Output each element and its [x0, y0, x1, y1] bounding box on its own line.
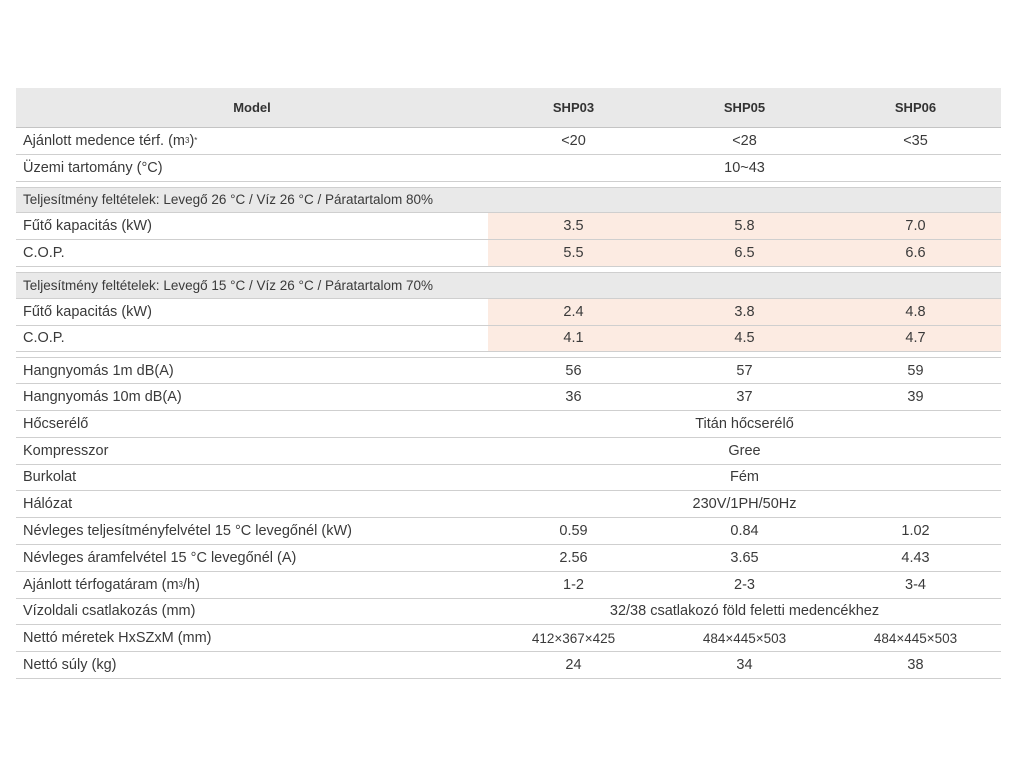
table-cell: 484×445×503 — [702, 630, 787, 646]
table-cell: 57 — [736, 362, 753, 379]
table-cell: 7.0 — [830, 213, 1001, 239]
table-cell: 0.84 — [730, 523, 759, 540]
table-row-compressor — [16, 438, 1001, 465]
table-cell: 3.65 — [730, 549, 759, 566]
table-row-power-input — [16, 518, 1001, 545]
table-cell: <28 — [732, 132, 757, 149]
spec-table — [16, 88, 1001, 679]
table-row-operating-range — [16, 155, 1001, 182]
table-cell: 1.02 — [901, 523, 930, 540]
table-row-noise-1m — [16, 357, 1001, 384]
table-cell: 4.5 — [659, 326, 830, 352]
label-part: Ajánlott medence térf. (m — [23, 132, 185, 149]
table-cell: 5.8 — [659, 213, 830, 239]
table-row-pool-volume — [16, 128, 1001, 155]
row-label: Névleges teljesítményfelvétel 15 °C levegőnél (kW) — [23, 523, 352, 540]
row-label: Fűtő kapacitás (kW) — [23, 218, 152, 235]
table-cell: 3.8 — [659, 299, 830, 325]
table-row-casing — [16, 465, 1001, 492]
table-cell: 38 — [907, 657, 924, 674]
table-cell: 3.5 — [488, 213, 659, 239]
table-cell: 2-3 — [734, 576, 755, 593]
table-cell: 4.43 — [901, 549, 930, 566]
table-row-heat-exchanger — [16, 411, 1001, 438]
row-label: Ajánlott térfogatáram (m 3 /h) — [23, 576, 200, 593]
table-cell: 484×445×503 — [873, 630, 958, 646]
row-label: Névleges áramfelvétel 15 °C levegőnél (A) — [23, 549, 297, 566]
table-cell: <35 — [903, 132, 928, 149]
table-cell: 39 — [907, 389, 924, 406]
row-label: C.O.P. — [23, 330, 65, 347]
table-cell-merged: Titán hőcserélő — [695, 415, 794, 432]
row-label: Üzemi tartomány (°C) — [23, 159, 163, 176]
row-label: Ajánlott medence térf. (m 3 ) * — [23, 132, 198, 149]
table-cell: 6.5 — [659, 240, 830, 266]
table-row-cop-1 — [16, 240, 1001, 267]
table-cell: 4.7 — [830, 326, 1001, 352]
row-label: Hangnyomás 10m dB(A) — [23, 389, 182, 406]
model-header-shp03: SHP03 — [552, 100, 595, 115]
table-cell: 24 — [565, 657, 582, 674]
table-cell-merged: Fém — [730, 469, 759, 486]
row-label: Nettó súly (kg) — [23, 657, 117, 674]
model-header: Model — [233, 100, 271, 115]
table-header-row — [16, 88, 1001, 128]
table-cell: 0.59 — [559, 523, 588, 540]
table-row-heating-capacity-2 — [16, 299, 1001, 326]
table-cell: 59 — [907, 362, 924, 379]
table-cell: 5.5 — [488, 240, 659, 266]
section-label: Teljesítmény feltételek: Levegő 26 °C / Víz 26 °C / Páratartalom 80% — [23, 192, 433, 208]
table-cell-merged: 230V/1PH/50Hz — [692, 496, 797, 513]
table-cell: 6.6 — [830, 240, 1001, 266]
table-row-dimensions — [16, 625, 1001, 652]
row-label: Hangnyomás 1m dB(A) — [23, 362, 174, 379]
section-row-conditions-2 — [16, 272, 1001, 299]
table-row-network — [16, 491, 1001, 518]
table-cell: 3-4 — [905, 576, 926, 593]
table-cell: 2.4 — [488, 299, 659, 325]
label-part: ) — [189, 132, 195, 149]
table-cell-merged: 10~43 — [724, 159, 765, 176]
table-cell: 2.56 — [559, 549, 588, 566]
row-label: Burkolat — [23, 469, 77, 486]
label-part: Ajánlott térfogatáram (m — [23, 576, 179, 593]
row-label: Vízoldali csatlakozás (mm) — [23, 603, 196, 620]
table-cell: 34 — [736, 657, 753, 674]
section-label: Teljesítmény feltételek: Levegő 15 °C / Víz 26 °C / Páratartalom 70% — [23, 277, 433, 293]
table-row-cop-2 — [16, 326, 1001, 353]
table-row-current-input — [16, 545, 1001, 572]
table-cell-merged: 32/38 csatlakozó föld feletti medencékhez — [609, 603, 880, 620]
label-part: /h) — [183, 576, 200, 593]
table-row-water-connection — [16, 599, 1001, 626]
table-cell: 412×367×425 — [531, 630, 616, 646]
table-cell: <20 — [561, 132, 586, 149]
row-label: Kompresszor — [23, 442, 109, 459]
table-cell: 37 — [736, 389, 753, 406]
table-row-noise-10m — [16, 384, 1001, 411]
table-cell: 56 — [565, 362, 582, 379]
row-label: Hőcserélő — [23, 415, 89, 432]
row-label: Fűtő kapacitás (kW) — [23, 303, 152, 320]
row-label: Nettó méretek HxSZxM (mm) — [23, 630, 212, 647]
row-label: Hálózat — [23, 496, 73, 513]
table-cell: 4.1 — [488, 326, 659, 352]
section-row-conditions-1 — [16, 187, 1001, 214]
table-row-heating-capacity-1 — [16, 213, 1001, 240]
table-cell: 36 — [565, 389, 582, 406]
table-cell-merged: Gree — [728, 442, 761, 459]
model-header-shp05: SHP05 — [723, 100, 766, 115]
table-row-flow-rate — [16, 572, 1001, 599]
table-cell: 4.8 — [830, 299, 1001, 325]
model-header-shp06: SHP06 — [894, 100, 937, 115]
table-row-weight — [16, 652, 1001, 679]
row-label: C.O.P. — [23, 245, 65, 262]
table-cell: 1-2 — [563, 576, 584, 593]
